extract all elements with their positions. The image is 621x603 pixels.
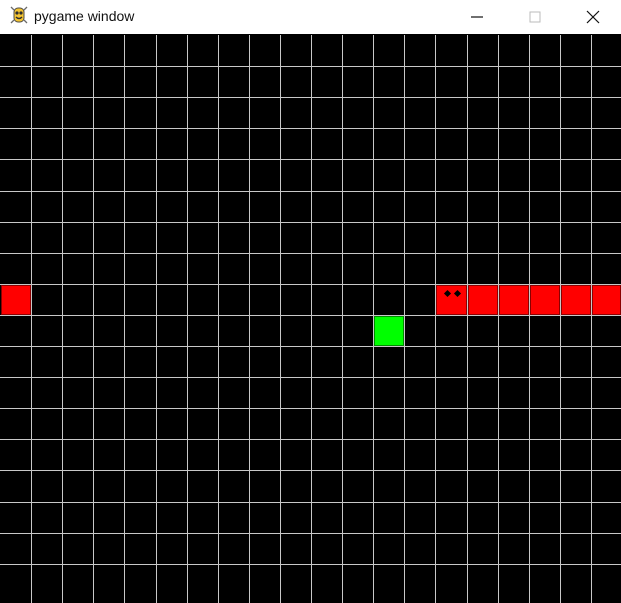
snake-eye — [444, 290, 451, 297]
grid-lines — [0, 35, 621, 603]
maximize-button[interactable] — [506, 0, 565, 34]
snake-body-segment — [530, 285, 560, 315]
food-pellet — [374, 316, 404, 346]
snake-body-segment — [499, 285, 529, 315]
minimize-button[interactable] — [448, 0, 507, 34]
close-icon — [586, 10, 600, 24]
maximize-icon — [528, 10, 542, 24]
pygame-snake-icon — [9, 5, 29, 25]
window-title: pygame window — [34, 8, 135, 24]
snake-eye — [454, 290, 461, 297]
title-bar[interactable] — [0, 0, 621, 34]
snake-body-segment — [592, 285, 621, 315]
snake-body-segment — [561, 285, 591, 315]
close-button[interactable] — [564, 0, 621, 34]
snake-head — [436, 285, 467, 315]
snake-body-segment — [468, 285, 498, 315]
game-board[interactable] — [0, 35, 621, 603]
snake-body-segment — [1, 285, 31, 315]
minimize-icon — [470, 10, 484, 24]
